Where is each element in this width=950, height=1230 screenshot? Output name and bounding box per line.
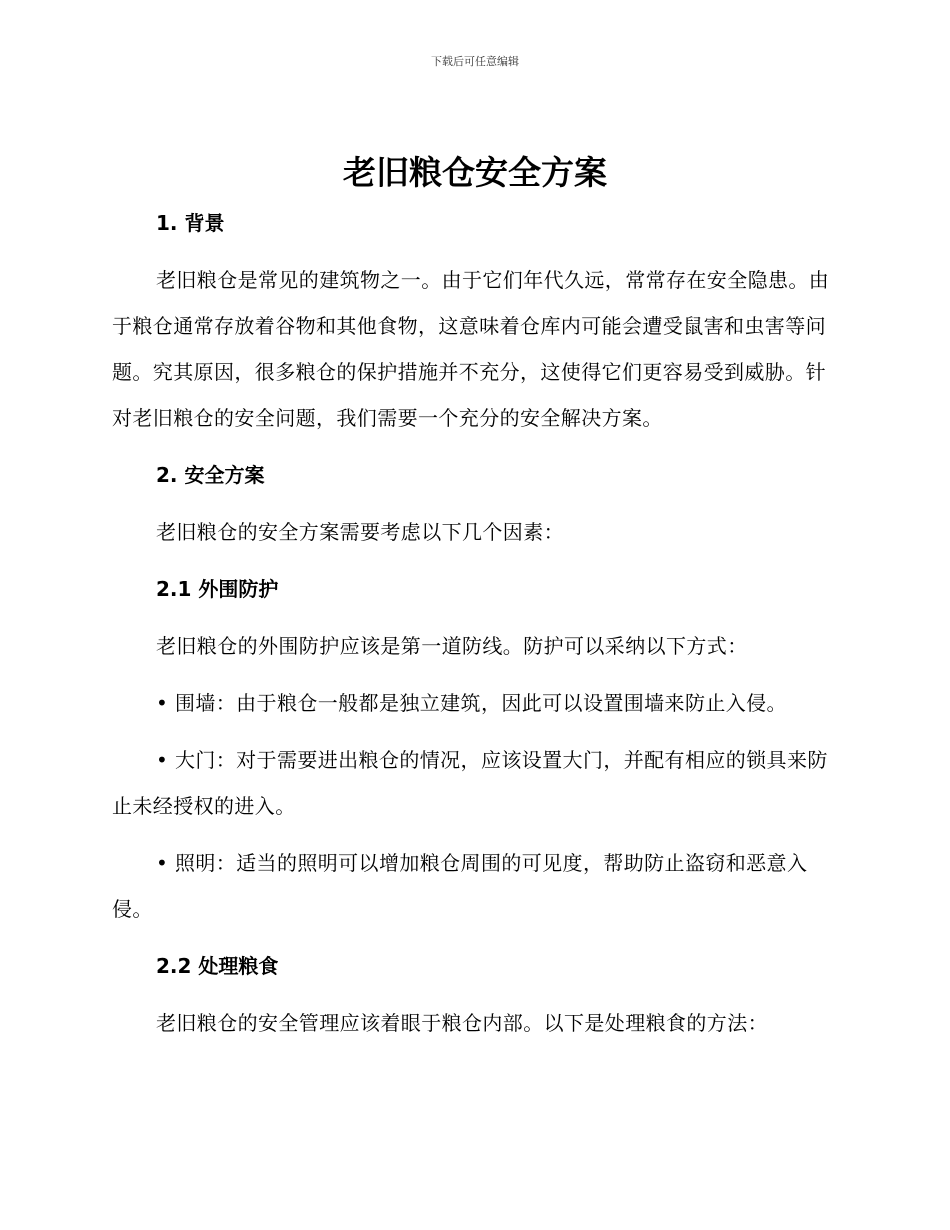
list-item-wall: • 围墙：由于粮仓一般都是独立建筑，因此可以设置围墙来防止入侵。 bbox=[156, 691, 787, 715]
paragraph-perimeter-intro: 老旧粮仓的外围防护应该是第一道防线。防护可以采纳以下方式： bbox=[156, 634, 748, 658]
list-item-lighting: • 照明：适当的照明可以增加粮仓周围的可见度，帮助防止盗窃和恶意入侵。 bbox=[112, 851, 808, 921]
list-item-gate: • 大门：对于需要进出粮仓的情况，应该设置大门，并配有相应的锁具来防止未经授权的进入。 bbox=[112, 748, 828, 818]
section-heading-security-plan: 2. 安全方案 bbox=[156, 463, 265, 487]
section-heading-background: 1. 背景 bbox=[156, 211, 225, 235]
paragraph-grain-handling: 老旧粮仓的安全管理应该着眼于粮仓内部。以下是处理粮食的方法： bbox=[156, 1011, 768, 1035]
paragraph-security-intro: 老旧粮仓的安全方案需要考虑以下几个因素： bbox=[156, 520, 564, 544]
document-body bbox=[112, 200, 840, 1046]
page-header-note: 下载后可任意编辑 bbox=[431, 55, 519, 68]
document-title: 老旧粮仓安全方案 bbox=[343, 153, 607, 192]
subsection-heading-grain-handling: 2.2 处理粮食 bbox=[156, 954, 279, 978]
paragraph-background: 老旧粮仓是常见的建筑物之一。由于它们年代久远，常常存在安全隐患。由于粮仓通常存放着谷物和其他食物，这意味着仓库内可能会遭受鼠害和虫害等问题。究其原因，很多粮仓的保护措施并不充分，这使得它们更容易受到威胁。针对老旧粮仓的安全问题，我们需要一个充分的安全解决方案。 bbox=[112, 268, 830, 430]
subsection-heading-perimeter: 2.1 外围防护 bbox=[156, 577, 279, 601]
